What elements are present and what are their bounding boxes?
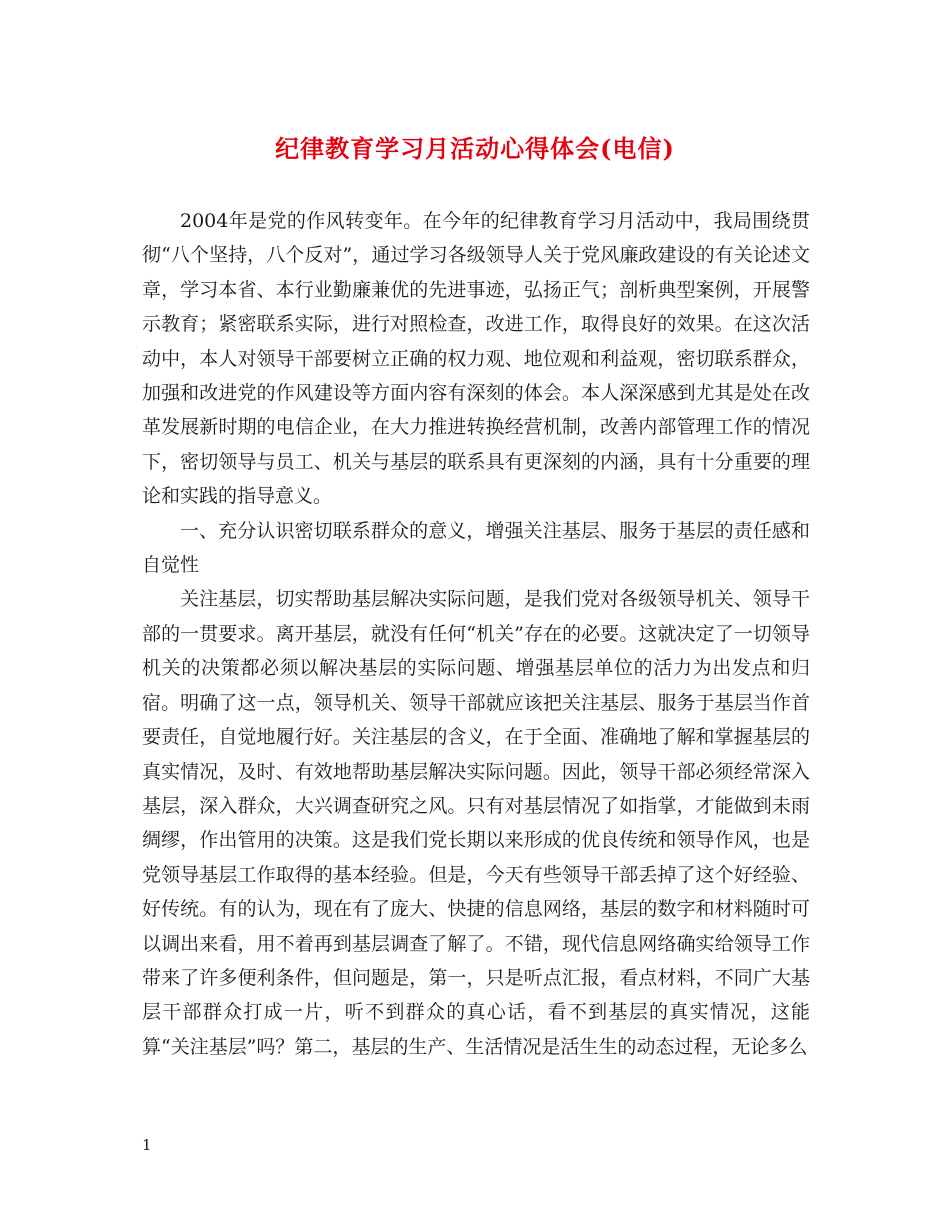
page-number: 1 bbox=[142, 1136, 152, 1154]
section-heading-one: 一、充分认识密切联系群众的意义，增强关注基层、服务于基层的责任感和自觉性 bbox=[142, 519, 810, 577]
body-paragraph-section-one: 关注基层，切实帮助基层解决实际问题，是我们党对各级领导机关、领导干部的一贯要求。离开基层，就没有任何“机关”存在的必要。这就决定了一切领导机关的决策都必须以解决基层的实际问题、增强基层单位的活力为出发点和归宿。明确了这一点，领导机关、领导干部就应该把关注基层、服务于基层当作首要责任，自觉地履行好。关注基层的含义，在于全面、准确地了解和掌握基层的真实情况，及时、有效地帮助基层解决实际问题。因此，领导干部必须经常深入基层，深入群众，大兴调查研究之风。只有对基层情况了如指掌，才能做到未雨绸缪，作出管用的决策。这是我们党长期以来形成的优良传统和领导作风，也是党领导基层工作取得的基本经验。但是，今天有些领导干部丢掉了这个好经验、好传统。有的认为，现在有了庞大、快捷的信息网络，基层的数字和材料随时可以调出来看，用不着再到基层调查了解了。不错，现代信息网络确实给领导工作带来了许多便利条件，但问题是，第一，只是听点汇报，看点材料，不同广大基层干部群众打成一片，听不到群众的真心话，看不到基层的真实情况，这能算“关注基层”吗？第二，基层的生产、生活情况是活生生的动态过程，无论多么 bbox=[142, 588, 810, 1058]
body-paragraph-intro: 2004年是党的作风转变年。在今年的纪律教育学习月活动中，我局围绕贯彻“八个坚持，八个反对”，通过学习各级领导人关于党风廉政建设的有关论述文章，学习本省、本行业勤廉兼优的先进事迹，弘扬正气；剖析典型案例，开展警示教育；紧密联系实际，进行对照检查，改进工作，取得良好的效果。在这次活动中，本人对领导干部要树立正确的权力观、地位观和利益观，密切联系群众，加强和改进党的作风建设等方面内容有深刻的体会。本人深深感到尤其是处在改革发展新时期的电信企业，在大力推进转换经营机制，改善内部管理工作的情况下，密切领导与员工、机关与基层的联系具有更深刻的内涵，具有十分重要的理论和实践的指导意义。 bbox=[142, 210, 810, 508]
document-body bbox=[142, 204, 810, 1064]
document-title: 纪律教育学习月活动心得体会(电信) bbox=[275, 134, 675, 163]
